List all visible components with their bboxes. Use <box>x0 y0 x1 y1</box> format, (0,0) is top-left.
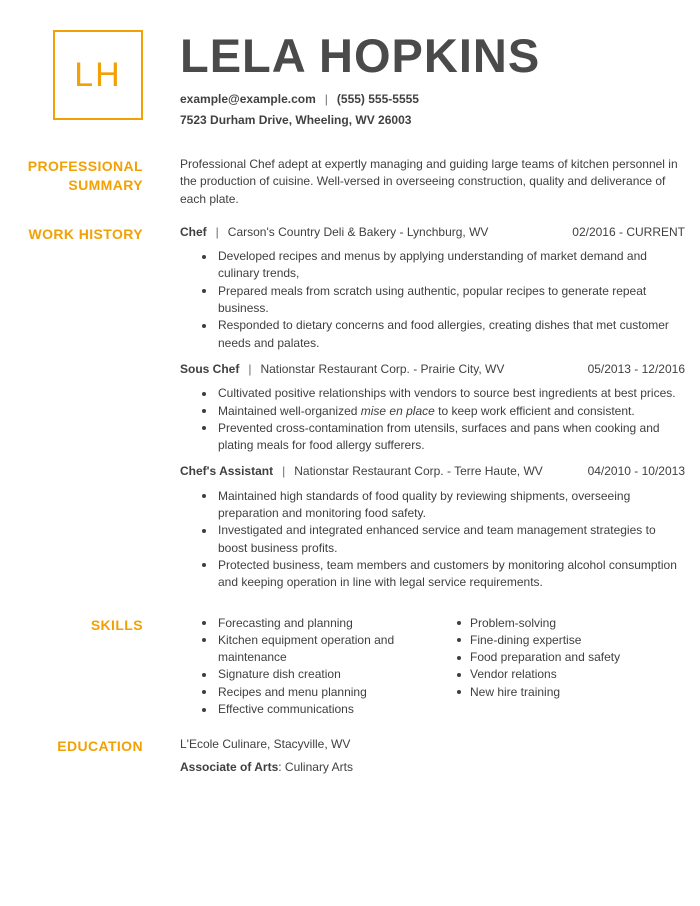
skill-item: Problem-solving <box>457 615 685 632</box>
skill-item: Effective communications <box>180 701 457 718</box>
job-header <box>180 463 685 480</box>
bullet-text-prefix: Maintained well-organized <box>218 403 361 418</box>
candidate-name: LELA HOPKINS <box>180 29 541 82</box>
bullet-text-suffix: to keep work efficient and consistent. <box>434 403 635 418</box>
job-dates: 02/2016 - CURRENT <box>572 224 685 239</box>
education-degree-line <box>180 759 685 776</box>
job-title: Sous Chef <box>180 361 240 376</box>
skill-item: New hire training <box>457 684 685 701</box>
label-line-1: PROFESSIONAL <box>27 158 143 174</box>
phone-text: (555) 555-5555 <box>336 92 419 106</box>
job-divider: | <box>248 361 252 376</box>
skills-column-1 <box>180 615 457 719</box>
education-body <box>180 736 685 776</box>
summary-body <box>180 156 685 208</box>
monogram-badge <box>53 30 143 120</box>
skill-item: Recipes and menu planning <box>180 684 457 701</box>
job-bullet: Prepared meals from scratch using authentic, popular recipes to generate repeat business. <box>180 283 685 318</box>
degree-name: Associate of Arts <box>180 759 279 774</box>
contact-line <box>180 92 540 106</box>
skill-item: Kitchen equipment operation and maintenance <box>180 632 457 667</box>
job-bullet: Maintained high standards of food quality by reviewing shipments, overseeing preparation and monitoring food safety. <box>180 488 685 523</box>
degree-detail: : Culinary Arts <box>278 759 353 774</box>
job-company: Carson's Country Deli & Bakery - Lynchburg, WV <box>227 224 489 239</box>
job-bullet: Prevented cross-contamination from utensils, surfaces and pans when cooking and plating meals for food allergy sufferers. <box>180 420 685 455</box>
skills-columns <box>180 615 685 719</box>
job-bullet-list <box>180 385 685 454</box>
job-title: Chef <box>180 224 207 239</box>
monogram-text: LH <box>74 55 122 94</box>
job-divider: | <box>215 224 219 239</box>
education-school: L'Ecole Culinare, Stacyville, WV <box>180 737 351 752</box>
job-header <box>180 224 685 241</box>
job-bullet: Investigated and integrated enhanced service and team management strategies to boost business profits. <box>180 522 685 557</box>
job-bullet <box>180 403 685 420</box>
skill-item: Signature dish creation <box>180 666 457 683</box>
skill-item: Fine-dining expertise <box>457 632 685 649</box>
resume-header <box>0 0 700 127</box>
section-education <box>0 736 700 776</box>
email-text: example@example.com <box>180 92 316 106</box>
job-dates: 05/2013 - 12/2016 <box>587 361 685 376</box>
address-text: 7523 Durham Drive, Wheeling, WV 26003 <box>180 113 412 127</box>
label-line-2: SUMMARY <box>68 177 143 193</box>
section-skills <box>0 615 700 719</box>
job-entry-sous-chef <box>180 361 685 454</box>
job-bullet: Responded to dietary concerns and food allergies, creating dishes that met customer needs and palates. <box>180 317 685 352</box>
skill-item: Food preparation and safety <box>457 649 685 666</box>
job-bullet: Developed recipes and menus by applying understanding of market demand and culinary trends, <box>180 248 685 283</box>
section-work-history <box>0 224 700 601</box>
job-entry-chef <box>180 224 685 352</box>
job-bullet-list <box>180 488 685 592</box>
job-title: Chef's Assistant <box>180 464 274 479</box>
job-bullet: Protected business, team members and customers by monitoring alcohol consumption and keeping operation in line with legal service requirements. <box>180 557 685 592</box>
job-company: Nationstar Restaurant Corp. - Prairie City, WV <box>260 361 505 376</box>
section-label-work-history: WORK HISTORY <box>28 225 143 242</box>
skill-item: Forecasting and planning <box>180 615 457 632</box>
bullet-text-italic: mise en place <box>360 403 435 418</box>
section-label-education: EDUCATION <box>57 738 143 755</box>
job-divider: | <box>282 464 286 479</box>
summary-text: Professional Chef adept at expertly managing and guiding large teams of kitchen personnel in the production of cuisine. Well-versed in overseeing construction, quality and deliverance of each plate. <box>180 157 678 206</box>
job-dates: 04/2010 - 10/2013 <box>587 464 685 479</box>
job-header <box>180 361 685 378</box>
job-entry-chefs-assistant <box>180 463 685 591</box>
job-bullet-list <box>180 248 685 352</box>
work-history-body <box>180 224 685 601</box>
contact-separator: | <box>324 92 328 106</box>
section-label-professional-summary <box>0 156 143 208</box>
section-label-skills: SKILLS <box>90 616 143 633</box>
skills-column-2 <box>457 615 685 719</box>
skill-item: Vendor relations <box>457 666 685 683</box>
section-professional-summary <box>0 156 700 208</box>
header-text-block <box>180 30 540 127</box>
job-company: Nationstar Restaurant Corp. - Terre Haute, WV <box>294 464 543 479</box>
skills-body <box>180 615 685 719</box>
job-bullet: Cultivated positive relationships with vendors to source best ingredients at best prices. <box>180 385 685 402</box>
